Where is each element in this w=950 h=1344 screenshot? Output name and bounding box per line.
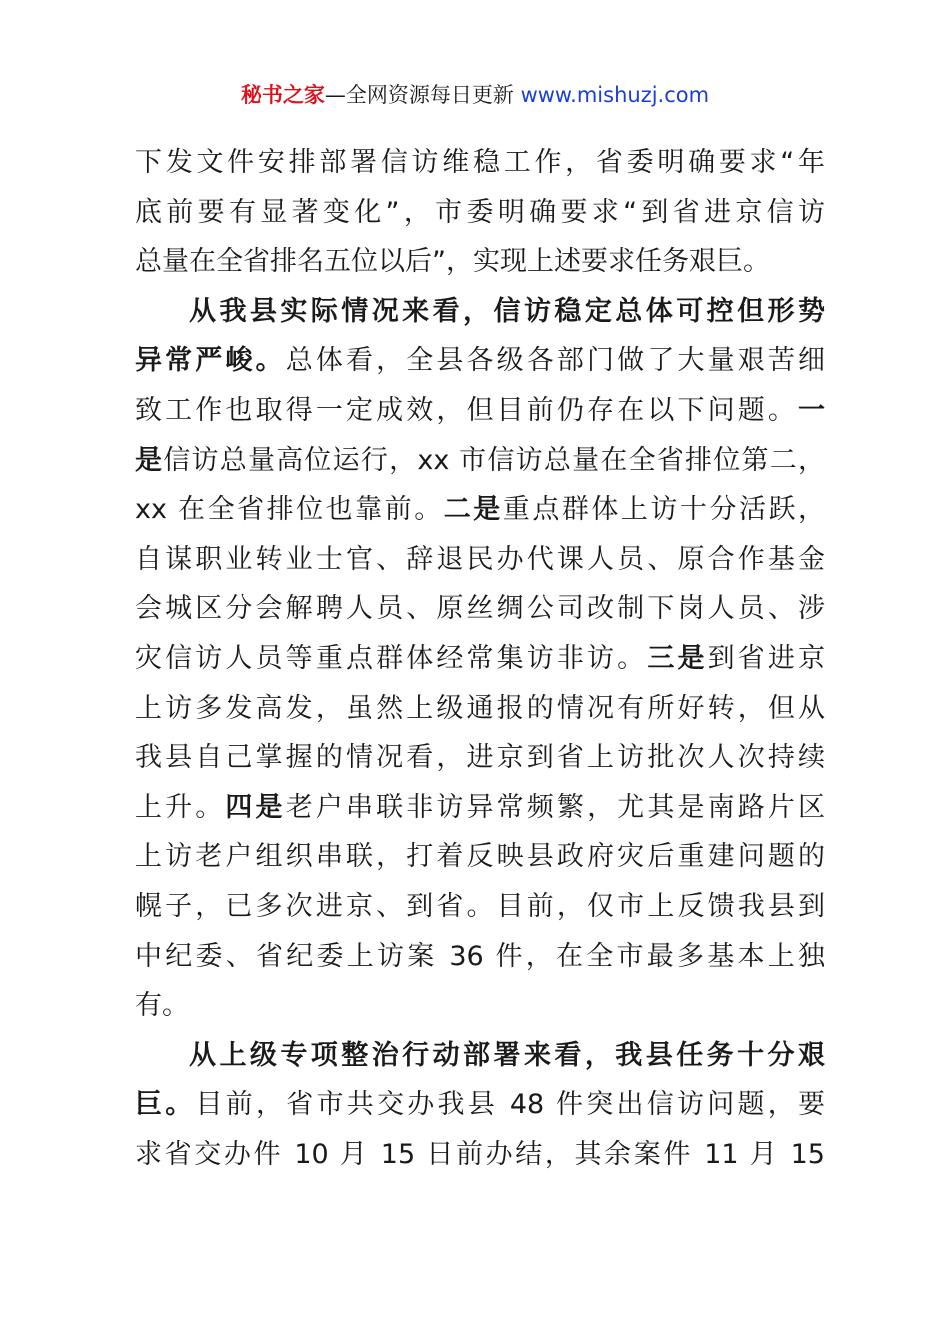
bold-marker: 四是 (225, 791, 286, 823)
text-line: 我县自己掌握的情况看，进京到省上访批次人次持续 (135, 742, 825, 774)
bold-heading-text: 异常严峻。 (135, 345, 286, 377)
body-text: 致工作也取得一定成效，但目前仍存在以下问题。 (135, 394, 798, 426)
text-line (135, 783, 825, 833)
text-line: 底前要有显著变化”，市委明确要求“到省进京信访 (135, 196, 825, 228)
body-text: 信访总量高位运行，xx 市信访总量在全省排位第二， (163, 444, 825, 476)
body-text: 到省进京 (707, 642, 825, 674)
text-line: 中纪委、省纪委上访案 36 件，在全市最多基本上独 (135, 940, 825, 972)
paragraph (135, 138, 825, 287)
text-line (135, 634, 825, 684)
document-body (135, 138, 825, 1179)
body-text: 老户串联非访异常频繁，尤其是南路片区 (285, 791, 825, 823)
bold-marker: 是 (135, 444, 164, 476)
body-text: 灾信访人员等重点群体经常集访非访。 (135, 642, 648, 674)
brand-name: 秘书之家 (240, 83, 325, 107)
text-line: 上访多发高发，虽然上级通报的情况有所好转，但从 (135, 692, 825, 724)
bold-heading-text: 从我县实际情况来看，信访稳定总体可控但形势 (189, 295, 825, 327)
body-text: xx 在全省排位也靠前。 (135, 494, 444, 526)
text-line (135, 287, 825, 337)
text-line: 求省交办件 10 月 15 日前办结，其余案件 11 月 15 (135, 1138, 825, 1170)
text-line: 有。 (135, 990, 189, 1022)
body-text: 总体看，全县各级各部门做了大量艰苦细 (285, 345, 825, 377)
bold-marker: 一 (798, 394, 825, 426)
text-line (135, 485, 825, 535)
text-line (135, 1080, 825, 1130)
text-line: 上访老户组织串联，打着反映县政府灾后重建问题的 (135, 841, 825, 873)
paragraph (135, 287, 825, 1031)
text-line (135, 436, 825, 486)
text-line: 幌子，已多次进京、到省。目前，仅市上反馈我县到 (135, 890, 825, 922)
bold-marker: 二是 (443, 494, 503, 526)
site-header (0, 78, 950, 112)
header-tagline: —全网资源每日更新 (324, 83, 521, 107)
bold-heading-text: 巨。 (135, 1089, 196, 1121)
text-line (135, 336, 825, 386)
text-line (135, 386, 825, 436)
bold-marker: 三是 (647, 642, 708, 674)
text-line (135, 1031, 825, 1081)
body-text: 重点群体上访十分活跃， (502, 494, 825, 526)
text-line: 总量在全省排名五位以后”，实现上述要求任务艰巨。 (135, 246, 770, 278)
bold-heading-text: 从上级专项整治行动部署来看，我县任务十分艰 (189, 1039, 825, 1071)
text-line: 会城区分会解聘人员、原丝绸公司改制下岗人员、涉 (135, 593, 825, 625)
body-text: 目前，省市共交办我县 48 件突出信访问题，要 (195, 1089, 825, 1121)
text-line: 下发文件安排部署信访维稳工作，省委明确要求“年 (135, 147, 825, 178)
text-line: 自谋职业转业士官、辞退民办代课人员、原合作基金 (135, 543, 825, 575)
site-url-link[interactable]: www.mishuzj.com (520, 83, 710, 107)
body-text: 上升。 (135, 791, 226, 823)
paragraph (135, 1031, 825, 1180)
